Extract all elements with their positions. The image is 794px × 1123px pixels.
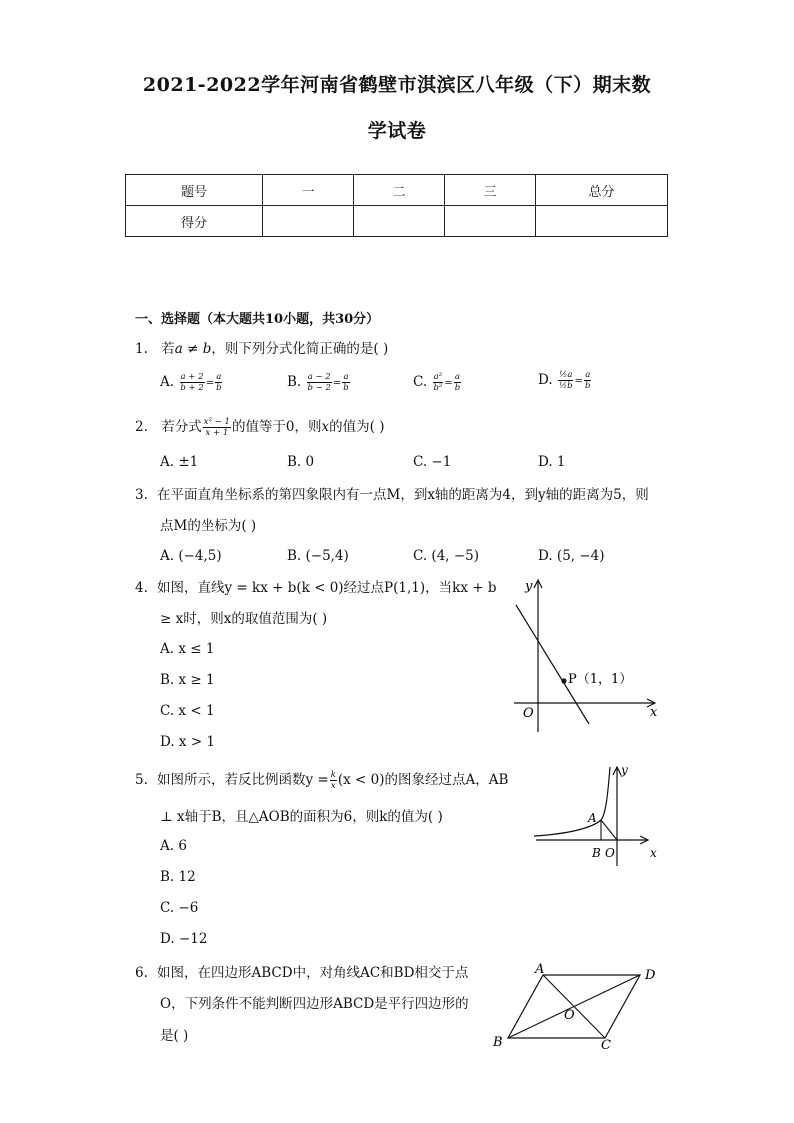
- fraction: $\frac{\text{½a}}{\text{½b}}$: [558, 370, 573, 391]
- question-5-stem-line1: [135, 770, 508, 791]
- q4-option-c[interactable]: C. x < 1: [160, 703, 215, 719]
- question-text: 如图，在四边形ABCD中，对角线AC和BD相交于点: [157, 965, 469, 981]
- question-6-stem-line1: [135, 963, 468, 983]
- fraction: $\frac{a - 2}{b - 2}$: [307, 372, 331, 393]
- question-math: a ≠ b: [174, 341, 212, 357]
- fraction: $\frac{a}{b}$: [585, 370, 591, 391]
- fraction: $\frac{k}{x}$: [330, 770, 336, 791]
- q5-option-d[interactable]: D. −12: [160, 931, 208, 947]
- question-3-stem-line1: [135, 485, 649, 505]
- q4-figure: [500, 572, 670, 737]
- score-table-header: 二: [354, 175, 445, 206]
- point-p: [561, 678, 566, 683]
- point-b-label: B: [592, 846, 601, 860]
- question-2-stem: [135, 417, 384, 438]
- fraction: $\frac{a}{b}$: [216, 372, 222, 393]
- point-a-label: A: [535, 962, 545, 977]
- q4-option-a[interactable]: A. x ≤ 1: [160, 641, 215, 657]
- score-table-header: 一: [263, 175, 354, 206]
- score-cell[interactable]: [354, 206, 445, 237]
- question-text: 若: [161, 341, 175, 357]
- option-label: C.: [413, 374, 428, 390]
- page-title-line2: 学试卷: [367, 120, 427, 142]
- q6-figure: [488, 958, 668, 1058]
- q4-option-d[interactable]: D. x > 1: [160, 734, 216, 750]
- fraction: $\frac{a}{b}$: [343, 372, 349, 393]
- point-d-label: D: [645, 968, 656, 983]
- q5-option-c[interactable]: C. −6: [160, 900, 199, 916]
- score-cell[interactable]: [536, 206, 668, 237]
- question-text: 若分式: [161, 419, 202, 435]
- question-text: 的值等于0，则: [231, 419, 322, 435]
- q5-option-b[interactable]: B. 12: [160, 869, 196, 885]
- q1-option-b[interactable]: B. $\frac{a - 2}{b - 2}$ = $\frac{a}{b}$: [287, 372, 349, 393]
- question-6-stem-line2: O，下列条件不能判断四边形ABCD是平行四边形的: [160, 996, 469, 1012]
- q4-option-b[interactable]: B. x ≥ 1: [160, 672, 215, 688]
- segment-ao: [601, 820, 617, 840]
- question-1-stem: [135, 339, 388, 359]
- q2-option-c[interactable]: C. −1: [413, 454, 452, 470]
- option-label: D.: [538, 372, 553, 388]
- q1-option-c[interactable]: C. $\frac{\text{a²}}{\text{b²}}$ = $\frac{a}{b}$: [413, 372, 461, 393]
- question-text: 在平面直角坐标系的第四象限内有一点M，到x轴的距离为4，到y轴的距离为5，则: [157, 487, 649, 503]
- question-number: 1.: [135, 341, 148, 357]
- question-math: x: [321, 419, 330, 435]
- q3-option-a[interactable]: A. (−4,5): [160, 548, 222, 564]
- question-number: 3.: [135, 487, 148, 503]
- fraction: $\frac{a + 2}{b + 2}$: [180, 372, 204, 393]
- q5-figure: [528, 762, 668, 872]
- q5-option-a[interactable]: A. 6: [160, 838, 187, 854]
- question-5-stem-line2: ⊥ x轴于B，且△AOB的面积为6，则k的值为( ): [160, 809, 443, 825]
- hyperbola-curve: [534, 767, 610, 836]
- score-table: [125, 174, 668, 237]
- score-cell[interactable]: [445, 206, 536, 237]
- question-text: (x < 0)的图象经过点A，AB: [337, 772, 509, 788]
- point-b-label: B: [493, 1035, 503, 1050]
- point-o-label: O: [564, 1008, 575, 1023]
- score-table-header: 题号: [126, 175, 263, 206]
- question-3-stem-line2: 点M的坐标为( ): [160, 518, 257, 534]
- y-label: y: [525, 579, 533, 594]
- x-label: x: [650, 846, 657, 860]
- point-p-label: P（1，1）: [568, 672, 633, 687]
- q3-option-c[interactable]: C. (4, −5): [413, 548, 480, 564]
- question-text: ，则下列分式化简正确的是( ): [211, 341, 389, 357]
- question-number: 4.: [135, 580, 148, 596]
- q2-option-b[interactable]: B. 0: [287, 454, 315, 470]
- q2-option-d[interactable]: D. 1: [538, 454, 566, 470]
- fraction: $\frac{\text{a²}}{\text{b²}}$: [433, 372, 443, 393]
- q3-option-b[interactable]: B. (−5,4): [287, 548, 349, 564]
- question-4-stem-line2: ≥ x时，则x的取值范围为( ): [160, 611, 328, 627]
- q2-option-a[interactable]: A. ±1: [160, 454, 199, 470]
- score-row-label: 得分: [126, 206, 263, 237]
- point-a-label: A: [588, 811, 597, 825]
- fraction: $\frac{\text{x² − 1}}{x + 1}$: [203, 417, 230, 438]
- q1-option-d[interactable]: D. $\frac{\text{½a}}{\text{½b}}$ = $\frac{a}{b}$: [538, 370, 591, 391]
- q1-option-a[interactable]: A. $\frac{a + 2}{b + 2}$ = $\frac{a}{b}$: [160, 372, 222, 393]
- option-label: A.: [160, 374, 175, 390]
- origin-label: O: [523, 706, 534, 721]
- question-text: 如图所示，若反比例函数y =: [157, 772, 329, 788]
- question-6-stem-line3: 是( ): [160, 1028, 189, 1044]
- question-text: 的值为( ): [329, 419, 385, 435]
- diagonal-bd: [508, 975, 640, 1038]
- question-number: 5.: [135, 772, 148, 788]
- fraction: $\frac{a}{b}$: [454, 372, 461, 393]
- option-label: B.: [287, 374, 302, 390]
- score-cell[interactable]: [263, 206, 354, 237]
- question-text: 如图，直线y = kx + b(k < 0)经过点P(1,1)，当kx + b: [157, 580, 497, 596]
- origin-label: O: [605, 846, 615, 860]
- x-label: x: [650, 705, 658, 720]
- score-table-header: 三: [445, 175, 536, 206]
- q3-option-d[interactable]: D. (5, −4): [538, 548, 605, 564]
- page-title-line1: 2021-2022学年河南省鹤壁市淇滨区八年级（下）期末数: [142, 74, 652, 96]
- section-heading: 一、选择题（本大题共10小题，共30分）: [135, 312, 380, 327]
- score-table-score-row: [126, 206, 668, 237]
- question-number: 6.: [135, 965, 148, 981]
- score-table-header-row: [126, 175, 668, 206]
- score-table-header: 总分: [536, 175, 668, 206]
- question-number: 2.: [135, 419, 148, 435]
- point-c-label: C: [601, 1038, 611, 1053]
- question-4-stem-line1: [135, 578, 496, 598]
- y-label: y: [621, 763, 628, 777]
